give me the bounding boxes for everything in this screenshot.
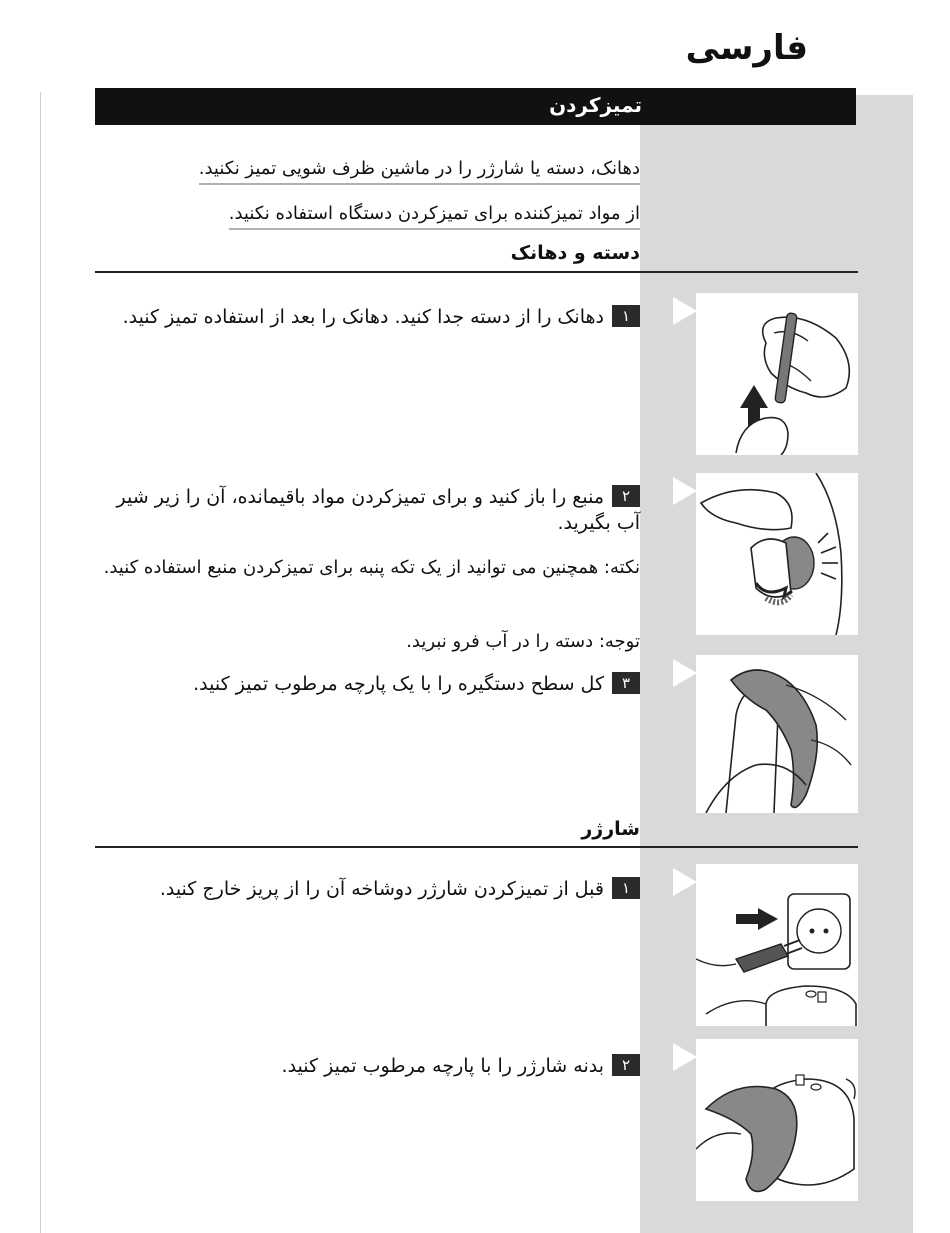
step-text: کل سطح دستگیره را با یک پارچه مرطوب تمیز کنید.	[193, 673, 604, 695]
warning-detergent: از مواد تمیزکننده برای تمیزکردن دستگاه استفاده نکنید.	[229, 203, 640, 230]
nozzle-removal-illustration	[696, 293, 858, 455]
warning-dishwasher: دهانک، دسته یا شارژر را در ماشین ظرف شویی تمیز نکنید.	[199, 158, 640, 185]
step-number: ۱	[612, 877, 640, 899]
handle-step-2	[90, 484, 640, 536]
charger-wipe-illustration	[696, 1039, 858, 1201]
language-title: فارسی	[685, 28, 808, 68]
handle-step-1	[90, 304, 640, 330]
section-title-bar	[95, 88, 856, 125]
reservoir-rinse-illustration	[696, 473, 858, 635]
section-rule	[95, 846, 858, 848]
step-number: ۲	[612, 1054, 640, 1076]
step-text: بدنه شارژر را با پارچه مرطوب تمیز کنید.	[281, 1055, 604, 1077]
section-rule	[95, 271, 858, 273]
pointer-notch	[673, 868, 697, 896]
pointer-notch	[673, 1043, 697, 1071]
charger-section-title: شارژر	[581, 818, 640, 840]
section-title: تمیزکردن	[549, 93, 642, 117]
pointer-notch	[673, 659, 697, 687]
handle-step-3	[90, 671, 640, 697]
tip-note: نکته: همچنین می توانید از یک تکه پنبه برای تمیزکردن منبع استفاده کنید.	[103, 557, 640, 578]
step-text: قبل از تمیزکردن شارژر دوشاخه آن را از پریز خارج کنید.	[159, 878, 604, 900]
page-margin-line	[40, 92, 41, 1233]
step-number: ۳	[612, 672, 640, 694]
charger-step-1	[90, 876, 640, 902]
pointer-notch	[673, 297, 697, 325]
step-text: منبع را باز کنید و برای تمیزکردن مواد باقیمانده، آن را زیر شیر آب بگیرید.	[116, 486, 640, 534]
handle-wipe-illustration	[696, 655, 858, 813]
step-number: ۱	[612, 305, 640, 327]
step-text: دهانک را از دسته جدا کنید. دهانک را بعد از استفاده تمیز کنید.	[122, 306, 604, 328]
caution-note: توجه: دسته را در آب فرو نبرید.	[406, 631, 640, 652]
pointer-notch	[673, 477, 697, 505]
step-number: ۲	[612, 485, 640, 507]
handle-section-title: دسته و دهانک	[510, 242, 640, 264]
charger-step-2	[90, 1053, 640, 1079]
unplug-charger-illustration	[696, 864, 858, 1026]
